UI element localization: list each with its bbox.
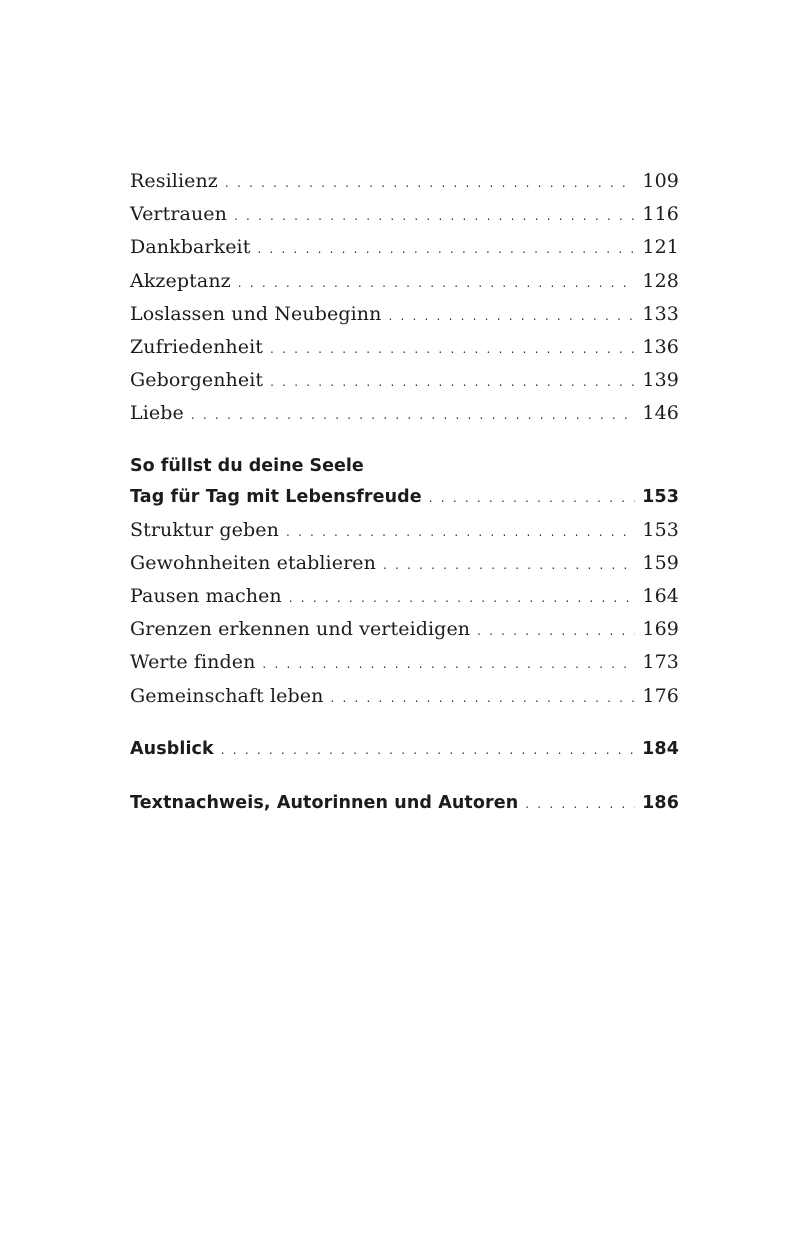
chapter-entry: [130, 787, 679, 820]
toc-entry-title: Struktur geben: [130, 518, 279, 541]
toc-entry-page: 169: [642, 618, 679, 641]
toc-entry-page: 136: [642, 335, 679, 358]
toc-entry: [130, 580, 679, 613]
toc-entry-title: Akzeptanz: [130, 269, 231, 292]
table-of-contents: [130, 165, 679, 820]
chapter-entry-title: Textnachweis, Autorinnen und Autoren: [130, 793, 519, 813]
dot-leader: [262, 648, 635, 681]
dot-leader: [238, 267, 636, 300]
dot-leader: [525, 788, 635, 821]
toc-entry: [130, 165, 679, 198]
dot-leader: [225, 167, 636, 200]
toc-entry-title: Zufriedenheit: [130, 335, 264, 358]
dot-leader: [477, 615, 635, 648]
chapter-entry-page: 153: [642, 486, 679, 507]
toc-entry: [130, 198, 679, 231]
toc-entry-title: Vertrauen: [130, 203, 227, 226]
toc-entry-title: Liebe: [130, 402, 184, 425]
dot-leader: [429, 482, 635, 515]
toc-entry-page: 116: [642, 203, 679, 226]
chapter-entry-title: Tag für Tag mit Lebensfreude: [130, 486, 422, 507]
toc-entry-title: Resilienz: [130, 170, 218, 192]
toc-entry-title: Pausen machen: [130, 585, 282, 608]
toc-entry-title: Dankbarkeit: [130, 236, 251, 259]
toc-entry-page: 173: [642, 651, 679, 674]
toc-entry-title: Grenzen erkennen und verteidigen: [130, 618, 471, 641]
chapter-entry-page: 184: [642, 738, 679, 759]
toc-entry: [130, 547, 679, 580]
toc-entry-page: 176: [642, 684, 679, 707]
chapter-entry-title: Ausblick: [130, 738, 214, 759]
toc-entry: [130, 231, 679, 264]
chapter-entry-page: 186: [642, 793, 679, 813]
chapter-entry: [130, 733, 679, 766]
toc-entry-page: 109: [642, 170, 679, 192]
toc-entry-page: 153: [642, 518, 679, 541]
toc-entry-title: Gewohnheiten etablieren: [130, 551, 376, 574]
toc-entry: [130, 514, 679, 547]
toc-entry: [130, 397, 679, 430]
dot-leader: [330, 682, 635, 715]
dot-leader: [270, 366, 635, 399]
toc-entry-page: 146: [642, 402, 679, 425]
toc-entry: [130, 613, 679, 646]
dot-leader: [221, 734, 635, 767]
toc-entry: [130, 331, 679, 364]
toc-entry: [130, 364, 679, 397]
toc-entry-page: 164: [642, 585, 679, 608]
toc-entry-title: Geborgenheit: [130, 369, 264, 392]
toc-entry-page: 139: [642, 369, 679, 392]
toc-entry-page: 128: [642, 269, 679, 292]
dot-leader: [234, 200, 635, 233]
dot-leader: [270, 333, 635, 366]
chapter-entry: [130, 481, 679, 514]
dot-leader: [383, 549, 635, 582]
toc-entry: [130, 265, 679, 298]
dot-leader: [388, 300, 635, 333]
toc-entry: [130, 680, 679, 713]
toc-entry: [130, 298, 679, 331]
toc-entry-page: 133: [642, 302, 679, 325]
chapter-heading: So füllst du deine Seele: [130, 455, 364, 476]
dot-leader: [289, 582, 636, 615]
toc-entry-title: Gemeinschaft leben: [130, 684, 324, 707]
dot-leader: [191, 399, 636, 432]
toc-entry: [130, 646, 679, 679]
toc-entry-page: 121: [642, 236, 679, 259]
toc-entry-title: Loslassen und Neubeginn: [130, 302, 382, 325]
dot-leader: [257, 233, 635, 266]
toc-entry-page: 159: [642, 551, 679, 574]
toc-entry-title: Werte finden: [130, 651, 256, 674]
dot-leader: [286, 516, 635, 549]
